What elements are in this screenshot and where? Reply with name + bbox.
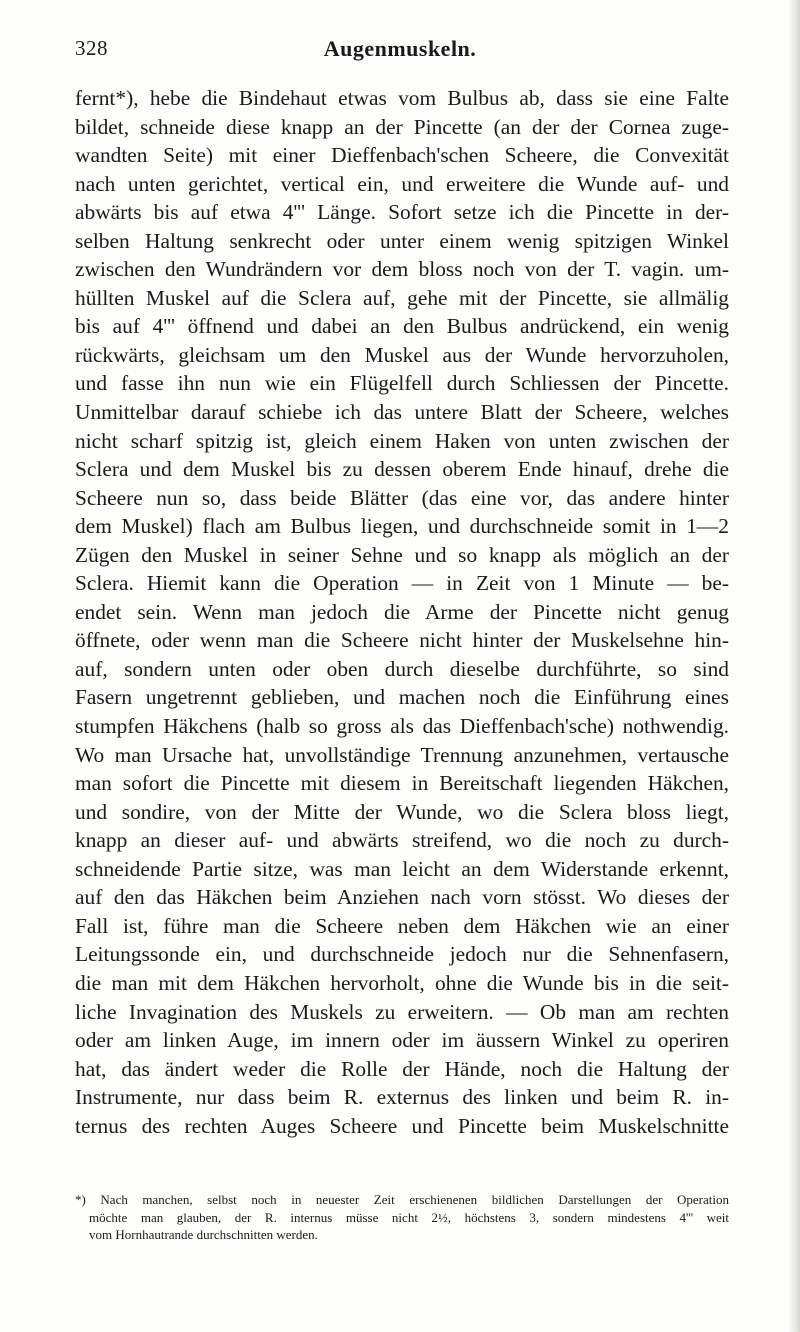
text-line: rückwärts, gleichsam um den Muskel aus der Wunde hervorzuholen, bbox=[75, 342, 729, 367]
text-line: abwärts bis auf etwa 4''' Länge. Sofort setze ich die Pincette in der- bbox=[75, 200, 729, 225]
text-line: liche Invagination des Muskels zu erweitern. — Ob man am rechten bbox=[75, 999, 729, 1024]
text-line: nach unten gerichtet, vertical ein, und erweitere die Wunde auf- und bbox=[75, 171, 729, 196]
text-line: knapp an dieser auf- und abwärts streifend, wo die noch zu durch- bbox=[75, 828, 729, 853]
text-line: die man mit dem Häkchen hervorholt, ohne die Wunde bis in die seit- bbox=[75, 970, 729, 995]
text-line: wandten Seite) mit einer Dieffenbach'schen Scheere, die Convexität bbox=[75, 143, 729, 168]
page-header bbox=[75, 36, 725, 66]
text-line: oder am linken Auge, im innern oder im äussern Winkel zu operiren bbox=[75, 1028, 729, 1053]
text-line: Sclera und dem Muskel bis zu dessen oberem Ende hinauf, drehe die bbox=[75, 457, 729, 482]
footnote-line: *) Nach manchen, selbst noch in neuester Zeit erschienenen bildlichen Darstellungen der Operation bbox=[75, 1192, 729, 1207]
running-title: Augenmuskeln. bbox=[323, 36, 477, 61]
text-line: Zügen den Muskel in seiner Sehne und so knapp als möglich an der bbox=[75, 542, 729, 567]
text-line: öffnete, oder wenn man die Scheere nicht hinter der Muskelsehne hin- bbox=[75, 628, 729, 653]
text-line: dem Muskel) flach am Bulbus liegen, und durchschneide somit in 1—2 bbox=[75, 514, 729, 539]
text-line: bis auf 4''' öffnend und dabei an den Bulbus andrückend, ein wenig bbox=[75, 314, 729, 339]
text-line: Wo man Ursache hat, unvollständige Trennung anzunehmen, vertausche bbox=[75, 742, 729, 767]
text-line: zwischen den Wundrändern vor dem bloss noch von der T. vagin. um- bbox=[75, 257, 729, 282]
text-line: und fasse ihn nun wie ein Flügelfell durch Schliessen der Pincette. bbox=[75, 371, 729, 396]
text-line: bildet, schneide diese knapp an der Pincette (an der der Cornea zuge- bbox=[75, 114, 729, 139]
text-line: und sondire, von der Mitte der Wunde, wo die Sclera bloss liegt, bbox=[75, 799, 729, 824]
text-line: endet sein. Wenn man jedoch die Arme der Pincette nicht genug bbox=[75, 599, 729, 624]
footnote-line: vom Hornhautrande durchschnitten werden. bbox=[89, 1227, 318, 1242]
text-line: Instrumente, nur dass beim R. externus des linken und beim R. in- bbox=[75, 1085, 729, 1110]
text-line: auf den das Häkchen beim Anziehen nach vorn stösst. Wo dieses der bbox=[75, 885, 729, 910]
text-line: selben Haltung senkrecht oder unter einem wenig spitzigen Winkel bbox=[75, 228, 729, 253]
footnote-line: möchte man glauben, der R. internus müsse nicht 2½, höchstens 3, sondern mindestens 4''' weit bbox=[89, 1209, 729, 1225]
page-edge-shadow bbox=[788, 0, 800, 1332]
page-number: 328 bbox=[75, 36, 108, 60]
text-line: Fall ist, führe man die Scheere neben dem Häkchen wie an einer bbox=[75, 913, 729, 938]
text-line: Sclera. Hiemit kann die Operation — in Zeit von 1 Minute — be- bbox=[75, 571, 729, 596]
text-line: fernt*), hebe die Bindehaut etwas vom Bulbus ab, dass sie eine Falte bbox=[75, 86, 729, 110]
text-line: schneidende Partie sitze, was man leicht an dem Widerstande erkennt, bbox=[75, 856, 729, 881]
text-line: Fasern ungetrennt geblieben, und machen noch die Einführung eines bbox=[75, 685, 729, 710]
text-line: Scheere nun so, dass beide Blätter (das eine vor, das andere hinter bbox=[75, 485, 729, 510]
text-line: Leitungssonde ein, und durchschneide jedoch nur die Sehnenfasern, bbox=[75, 942, 729, 967]
text-line: ternus des rechten Auges Scheere und Pincette beim Muskelschnitte bbox=[75, 1113, 729, 1138]
text-line: hat, das ändert weder die Rolle der Hände, noch die Haltung der bbox=[75, 1056, 729, 1081]
body-text bbox=[75, 84, 729, 1140]
text-line: auf, sondern unten oder oben durch dieselbe durchführte, so sind bbox=[75, 656, 729, 681]
text-line: Unmittelbar darauf schiebe ich das untere Blatt der Scheere, welches bbox=[75, 400, 729, 425]
text-line: stumpfen Häkchens (halb so gross als das Dieffenbach'sche) nothwendig. bbox=[75, 714, 729, 739]
text-line: nicht scharf spitzig ist, gleich einem Haken von unten zwischen der bbox=[75, 428, 729, 453]
text-line: man sofort die Pincette mit diesem in Bereitschaft liegenden Häkchen, bbox=[75, 771, 729, 796]
text-line: hüllten Muskel auf die Sclera auf, gehe mit der Pincette, sie allmälig bbox=[75, 285, 729, 310]
footnote bbox=[75, 1191, 729, 1244]
